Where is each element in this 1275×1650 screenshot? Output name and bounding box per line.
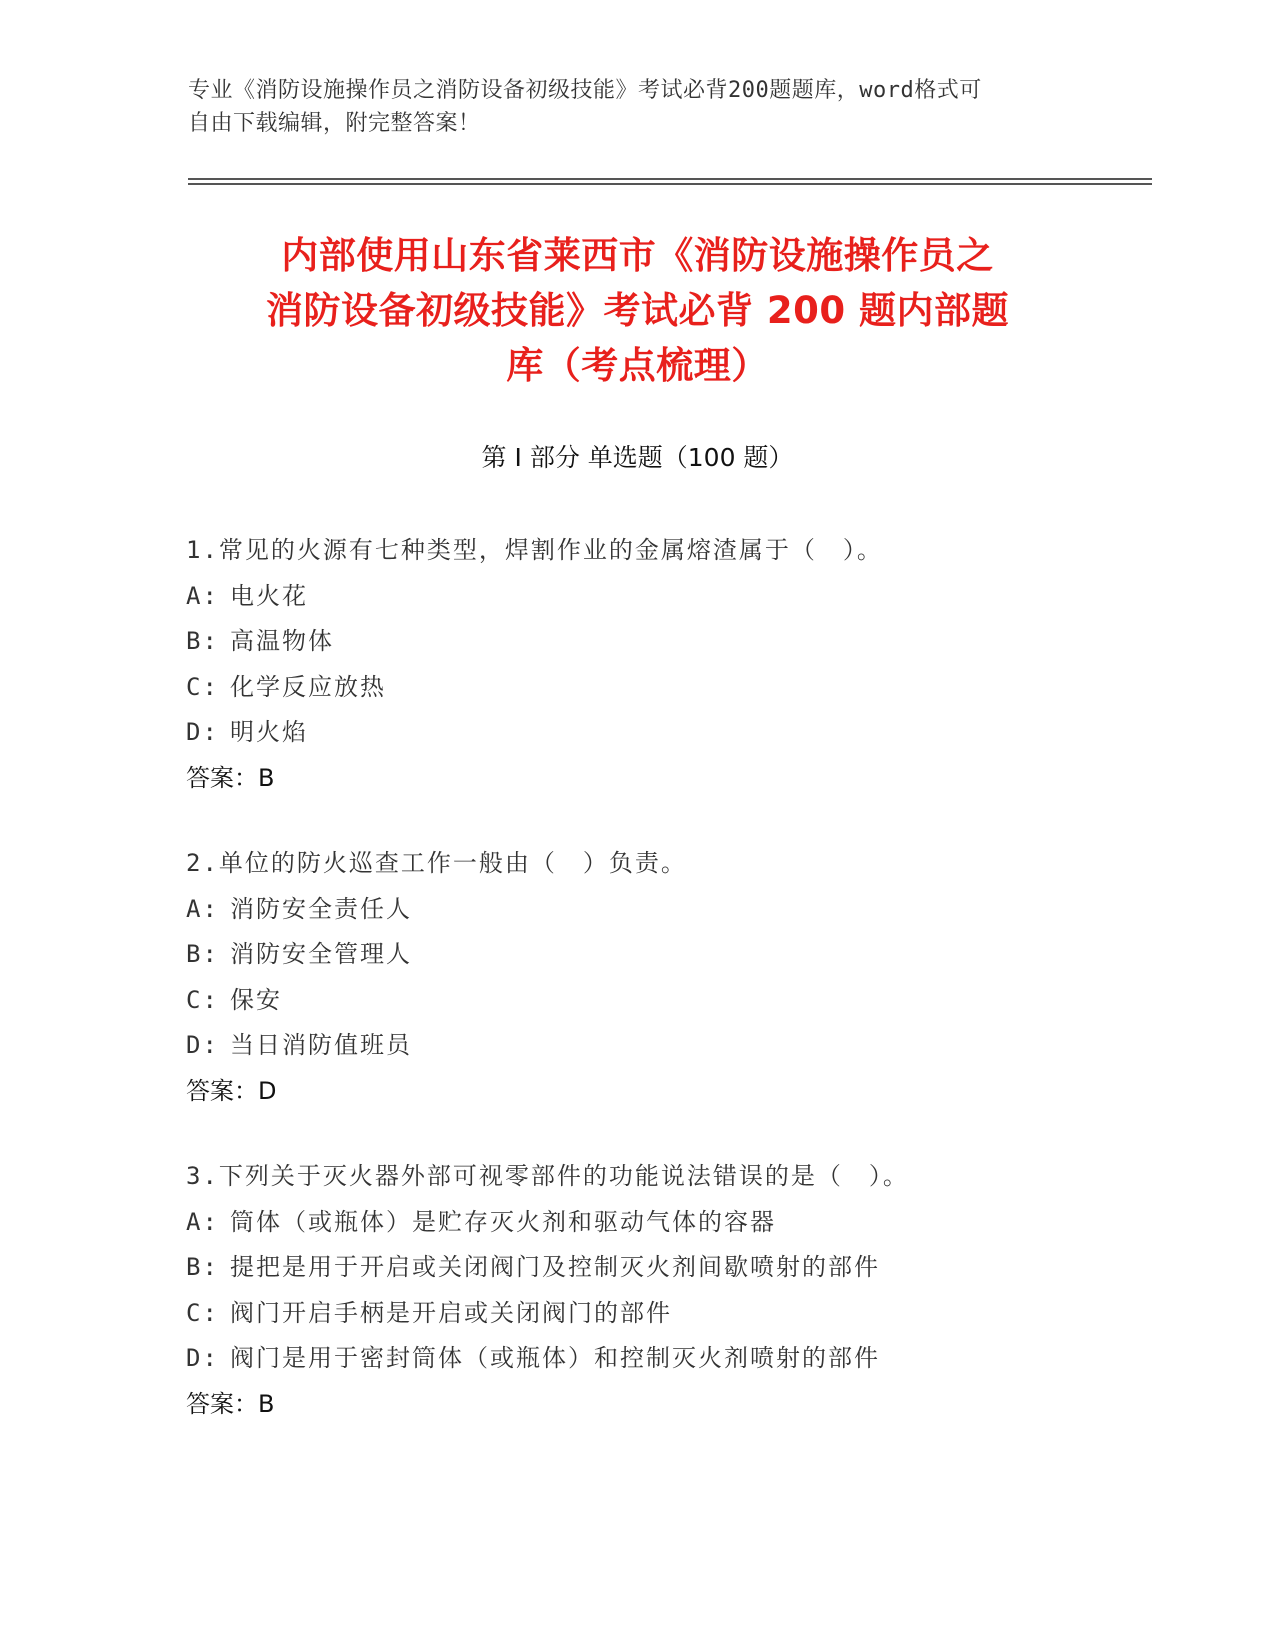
option-c	[186, 1291, 1146, 1337]
answer: 答案：B	[186, 1389, 275, 1418]
option-text: 消防安全管理人	[230, 940, 412, 968]
section-title: 第 I 部分 单选题（100 题）	[481, 443, 794, 472]
question-stem: 2.单位的防火巡查工作一般由（ ）负责。	[186, 849, 687, 877]
title-line-3: 库（考点梳理）	[506, 344, 769, 387]
option-d	[186, 710, 1146, 756]
question-stem: 1.常见的火源有七种类型，焊割作业的金属熔渣属于（ ）。	[186, 536, 883, 564]
option-letter: A:	[186, 894, 219, 923]
option-a	[186, 1200, 1146, 1246]
option-letter: D:	[186, 1031, 219, 1059]
document-header-note	[188, 74, 1088, 140]
option-letter: B:	[186, 627, 219, 655]
option-letter: D:	[186, 1344, 219, 1372]
question-3	[186, 1154, 1146, 1427]
option-d	[186, 1336, 1146, 1382]
option-letter: C:	[186, 1298, 219, 1327]
option-text: 提把是用于开启或关闭阀门及控制灭火剂间歇喷射的部件	[230, 1253, 880, 1281]
option-letter: A:	[186, 1207, 219, 1236]
option-text: 阀门是用于密封筒体（或瓶体）和控制灭火剂喷射的部件	[230, 1344, 880, 1372]
option-text: 化学反应放热	[230, 672, 386, 701]
option-text: 电火花	[230, 581, 308, 610]
option-text: 保安	[230, 985, 282, 1014]
option-text: 当日消防值班员	[230, 1031, 412, 1059]
option-d	[186, 1023, 1146, 1069]
header-divider-top	[188, 178, 1152, 180]
question-list	[186, 528, 1146, 1467]
document-title	[170, 228, 1105, 393]
answer: 答案：B	[186, 763, 275, 792]
question-1	[186, 528, 1146, 801]
option-letter: C:	[186, 672, 219, 701]
option-text: 明火焰	[230, 718, 308, 746]
title-line-2: 消防设备初级技能》考试必背 200 题内部题	[266, 289, 1009, 332]
option-c	[186, 978, 1146, 1024]
option-text: 阀门开启手柄是开启或关闭阀门的部件	[230, 1298, 672, 1327]
option-letter: B:	[186, 940, 219, 968]
option-b	[186, 619, 1146, 665]
answer: 答案：D	[186, 1076, 277, 1105]
option-text: 筒体（或瓶体）是贮存灭火剂和驱动气体的容器	[230, 1207, 776, 1236]
option-letter: B:	[186, 1253, 219, 1281]
option-c	[186, 665, 1146, 711]
question-stem: 3.下列关于灭火器外部可视零部件的功能说法错误的是（ ）。	[186, 1162, 909, 1190]
header-divider-bottom	[188, 183, 1152, 185]
option-text: 高温物体	[230, 627, 334, 655]
header-note-line-2: 自由下载编辑，附完整答案！	[188, 111, 481, 136]
option-text: 消防安全责任人	[230, 894, 412, 923]
question-2	[186, 841, 1146, 1114]
option-a	[186, 887, 1146, 933]
option-b	[186, 932, 1146, 978]
header-note-line-1: 专业《消防设施操作员之消防设备初级技能》考试必背200题题库，word格式可	[188, 78, 982, 103]
option-a	[186, 574, 1146, 620]
title-line-1: 内部使用山东省莱西市《消防设施操作员之	[281, 234, 994, 277]
option-letter: A:	[186, 581, 219, 610]
option-b	[186, 1245, 1146, 1291]
option-letter: D:	[186, 718, 219, 746]
option-letter: C:	[186, 985, 219, 1014]
